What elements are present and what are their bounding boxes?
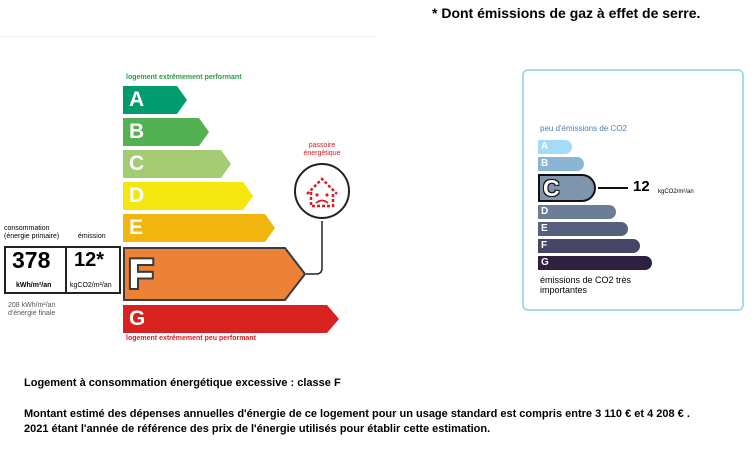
energy-class-e-letter: E xyxy=(129,216,144,239)
sad-house-icon xyxy=(293,162,351,220)
energy-class-b-bar xyxy=(123,118,209,146)
co2-class-f-letter: F xyxy=(541,240,548,251)
co2-value: 12 xyxy=(633,178,650,195)
passoire-label: passoire énergétique xyxy=(303,142,341,157)
energy-class-f-letter: F xyxy=(128,250,154,297)
reference-year-text: 2021 étant l'année de référence des prix de l'énergie utilisés pour établir cette estimation. xyxy=(24,423,491,435)
energy-class-d-letter: D xyxy=(129,184,145,207)
co2-class-g-letter: G xyxy=(541,257,549,268)
co2-unit: kgCO2/m²/an xyxy=(658,189,694,195)
consumption-header: consommation (énergie primaire) xyxy=(4,225,60,240)
energy-class-a-letter: A xyxy=(129,88,145,111)
co2-bottom-label: émissions de CO2 très importantes xyxy=(540,275,632,295)
co2-class-a-bar xyxy=(538,140,572,154)
co2-class-c-letter: C xyxy=(543,175,560,201)
energy-class-g-bar xyxy=(123,305,339,333)
co2-top-label: peu d'émissions de CO2 xyxy=(540,124,627,133)
emission-header: émission xyxy=(78,233,106,240)
energy-class-c-letter: C xyxy=(129,152,145,175)
co2-class-b-bar xyxy=(538,157,584,171)
consumption-value: 378 xyxy=(12,247,51,273)
energy-class-b-letter: B xyxy=(129,120,145,143)
consumption-unit: kWh/m²/an xyxy=(16,282,52,289)
energy-scale-bottom-label: logement extrêmement peu performant xyxy=(126,335,256,342)
co2-class-a-letter: A xyxy=(541,141,549,152)
energy-class-f-bar-current xyxy=(123,247,305,301)
annual-cost-text: Montant estimé des dépenses annuelles d'énergie de ce logement pour un usage standard est compris entre 3 110 € et 4 208 € . xyxy=(24,408,690,420)
co2-class-e-letter: E xyxy=(541,223,548,234)
energy-class-d-bar xyxy=(123,182,253,210)
co2-value-connector xyxy=(598,187,628,189)
co2-class-d-letter: D xyxy=(541,206,549,217)
co2-class-e-bar xyxy=(538,222,628,236)
values-separator xyxy=(65,248,67,292)
co2-class-g-bar xyxy=(538,256,652,270)
emission-value: 12* xyxy=(74,249,105,271)
co2-class-f-bar xyxy=(538,239,640,253)
co2-class-c-bar-current xyxy=(538,174,596,202)
co2-class-d-bar xyxy=(538,205,616,219)
final-energy-text: 208 kWh/m²/an d'énergie finale xyxy=(8,302,56,317)
energy-class-e-bar xyxy=(123,214,275,242)
excessive-consumption-text: Logement à consommation énergétique excessive : classe F xyxy=(24,377,341,389)
emission-unit: kgCO2/m²/an xyxy=(70,282,112,289)
co2-class-b-letter: B xyxy=(541,158,549,169)
energy-scale-top-label: logement extrêmement performant xyxy=(126,74,242,81)
energy-class-c-bar xyxy=(123,150,231,178)
divider xyxy=(0,36,376,37)
energy-class-g-letter: G xyxy=(129,307,146,330)
energy-class-a-bar xyxy=(123,86,187,114)
ges-footnote: * Dont émissions de gaz à effet de serre. xyxy=(432,5,701,21)
